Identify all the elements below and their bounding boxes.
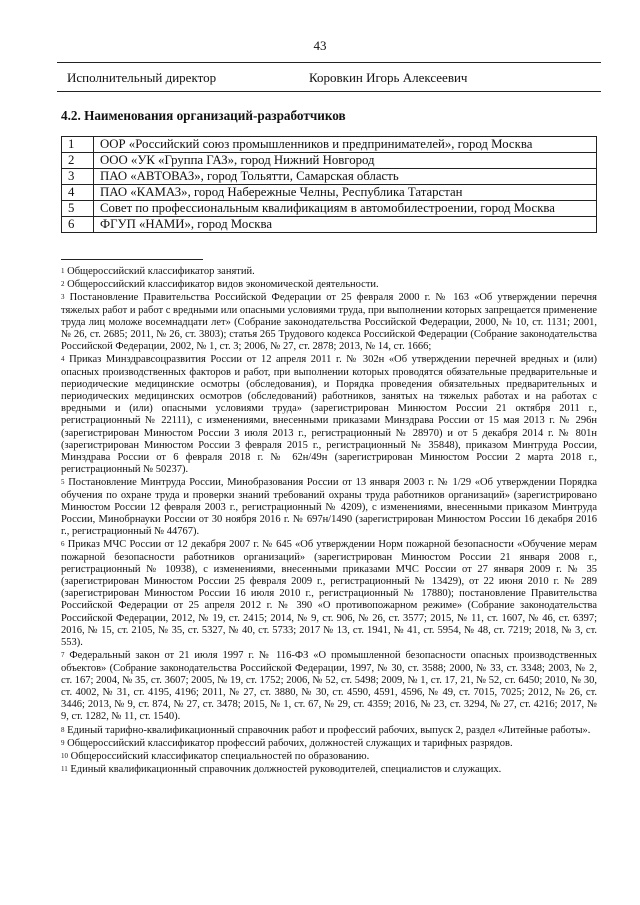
footnote bbox=[61, 266, 597, 278]
footnote-number: 8 bbox=[61, 725, 65, 734]
footnote-number: 10 bbox=[61, 751, 68, 760]
organization-row bbox=[62, 217, 597, 233]
organization-name: ООР «Российский союз промышленников и предпринимателей», город Москва bbox=[94, 137, 597, 153]
organization-row bbox=[62, 185, 597, 201]
organization-row bbox=[62, 169, 597, 185]
organization-name: ПАО «КАМАЗ», город Набережные Челны, Республика Татарстан bbox=[94, 185, 597, 201]
organization-name: ПАО «АВТОВАЗ», город Тольятти, Самарская область bbox=[94, 169, 597, 185]
organization-name: ООО «УК «Группа ГАЗ», город Нижний Новгород bbox=[94, 153, 597, 169]
executive-signature-table bbox=[57, 62, 601, 92]
organization-row bbox=[62, 137, 597, 153]
footnote bbox=[61, 477, 597, 538]
footnote-text: Общероссийский классификатор видов экономической деятельности. bbox=[67, 279, 379, 291]
footnotes bbox=[61, 266, 597, 777]
footnote bbox=[61, 751, 597, 763]
footnote bbox=[61, 650, 597, 723]
page-number: 43 bbox=[313, 38, 327, 53]
footnote bbox=[61, 292, 597, 353]
footnote-number: 5 bbox=[61, 478, 65, 487]
footnote bbox=[61, 354, 597, 476]
footnote-text: Приказ Минздравсоцразвития России от 12 апреля 2011 г. № 302н «Об утверждении перечней вредных и (или) опасных производственных факторов и работ, при выполнении которых проводятся обязательные предварительные и периодические медицинские осмотры (обследования), и Порядка проведения обязательных предварительных и периодических медицинских осмотров (обследований) работников, занятых на тяжелых работах и на работах с вредными и (или) опасными условиями труда» (зарегистрирован Минюстом России 21 октября 2011 г., регистрационный № 22111), с изменениями, внесенными приказами Минздрава России от 15 мая 2013 г. № 296н (зарегистрирован Минюстом России 3 июля 2013 г., регистрационный № 28970) и от 5 декабря 2014 г. № 801н (зарегистрирован Минюстом России 3 февраля 2015 г., регистрационный № 35848), приказом Минтруда России, Минздрава России от 6 февраля 2018 г. № 62н/49н (зарегистрирован Минюстом России 2 марта 2018 г., регистрационный № 50237). bbox=[61, 354, 598, 476]
footnote-text: Постановление Правительства Российской Федерации от 25 февраля 2000 г. № 163 «Об утверждении перечня тяжелых работ и работ с вредными или опасными условиями труда, при выполнении которых запрещается применение труда лиц моложе восемнадцати лет» (Собрание законодательства Российской Федерации, 2000, № 10, ст. 1131; 2001, № 26, ст. 2685; 2011, № 26, ст. 3803); статья 265 Трудового кодекса Российской Федерации (Собрание законодательства Российской Федерации, 2002, № 1, ст. 3; 2006, № 27, ст. 2878; 2013, № 14, ст. 1666; bbox=[61, 292, 597, 353]
footnote-number: 7 bbox=[61, 651, 65, 660]
footnote-text: Единый тарифно-квалификационный справочник работ и профессий рабочих, выпуск 2, раздел «Литейные работы». bbox=[67, 724, 591, 736]
footnote-number: 4 bbox=[61, 355, 65, 364]
footnote-number: 11 bbox=[61, 765, 68, 774]
organization-row bbox=[62, 153, 597, 169]
organization-name: ФГУП «НАМИ», город Москва bbox=[94, 217, 597, 233]
organization-number: 6 bbox=[62, 217, 94, 233]
footnote-text: Общероссийский классификатор профессий рабочих, должностей служащих и тарифных разрядов. bbox=[67, 737, 513, 749]
footnote bbox=[61, 539, 597, 649]
footnote-number: 9 bbox=[61, 738, 65, 747]
footnote bbox=[61, 764, 597, 776]
organization-number: 5 bbox=[62, 201, 94, 217]
footnote-text: Приказ МЧС России от 12 декабря 2007 г. № 645 «Об утверждении Норм пожарной безопасности «Обучение мерам пожарной безопасности работников организаций» (зарегистрирован Минюстом России 21 января 2008 г., регистрационный № 10938), с изменениями, внесенными приказами МЧС России от 27 января 2009 г. № 35 (зарегистрирован Минюстом России 25 февраля 2009 г., регистрационный № 13429), от 22 июня 2010 г. № 289 (зарегистрирован Минюстом России 16 июля 2010 г., регистрационный № 17880); постановление Правительства Российской Федерации от 25 апреля 2012 г. № 390 «О противопожарном режиме» (Собрание законодательства Российской Федерации, 2012, № 19, ст. 2415; 2014, № 9, ст. 906, № 26, ст. 3577; 2015, № 11, ст. 1607, № 46, ст. 6397; 2016, № 15, ст. 2105, № 35, ст. 5327, № 40, ст. 5733; 2017 № 13, ст. 1941, № 41, ст. 5954, № 48, ст. 7219; 2018, № 3, ст. 553). bbox=[61, 539, 598, 649]
section-heading: 4.2. Наименования организаций-разработчиков bbox=[61, 108, 346, 123]
executive-role: Исполнительный директор bbox=[67, 70, 217, 85]
footnote-text: Постановление Минтруда России, Минобразования России от 13 января 2003 г. № 1/29 «Об утверждении Порядка обучения по охране труда и проверки знаний требований охраны труда работников организаций» (зарегистрировано Минюстом России 12 февраля 2003 г., регистрационный № 4209), с изменениями, внесенными приказом Минтруда России, Минобрнауки России от 30 ноября 2016 г. № 697н/1490 (зарегистрирован Минюстом России 16 декабря 2016 г., регистрационный № 44767). bbox=[61, 477, 597, 538]
organization-number: 4 bbox=[62, 185, 94, 201]
footnote-text: Общероссийский классификатор специальностей по образованию. bbox=[70, 750, 370, 762]
footnote-text: Федеральный закон от 21 июля 1997 г. № 116-ФЗ «О промышленной безопасности опасных производственных объектов» (Собрание законодательства Российской Федерации, 1997, № 30, ст. 3588; 2000, № 33, ст. 3348; 2003, № 2, ст. 167; 2004, № 35, ст. 3607; 2005, № 19, ст. 1752; 2006, № 52, ст. 5498; 2009, № 1, ст. 17, 21, № 52, ст. 6450; 2010, № 30, ст. 4002, № 31, ст. 4195, 4196; 2011, № 27, ст. 3880, № 30, ст. 4590, 4591, 4596, № 49, ст. 7015, 7025; 2012, № 26, ст. 3446; 2013, № 9, ст. 874, № 27, ст. 3478; 2015, № 1, ст. 67, № 29, ст. 4359; 2016, № 23, ст. 3294, № 27, ст. 4216; 2017, № 9, ст. 1282, № 11, ст. 1540). bbox=[61, 650, 598, 723]
organization-row bbox=[62, 201, 597, 217]
footnote-text: Общероссийский классификатор занятий. bbox=[67, 266, 255, 277]
footnote-separator bbox=[61, 259, 203, 260]
footnote-number: 6 bbox=[61, 540, 65, 549]
organization-number: 2 bbox=[62, 153, 94, 169]
organizations-table bbox=[61, 136, 597, 233]
executive-name: Коровкин Игорь Алексеевич bbox=[309, 70, 468, 85]
footnote-text: Единый квалификационный справочник должностей руководителей, специалистов и служащих. bbox=[70, 764, 502, 776]
footnote-number: 3 bbox=[61, 293, 65, 302]
organization-number: 3 bbox=[62, 169, 94, 185]
organization-name: Совет по профессиональным квалификациям в автомобилестроении, город Москва bbox=[94, 201, 597, 217]
organization-number: 1 bbox=[62, 137, 94, 153]
footnote-number: 2 bbox=[61, 280, 65, 289]
footnote-number: 1 bbox=[61, 267, 65, 275]
footnote bbox=[61, 279, 597, 291]
footnote bbox=[61, 725, 597, 737]
footnote bbox=[61, 738, 597, 750]
